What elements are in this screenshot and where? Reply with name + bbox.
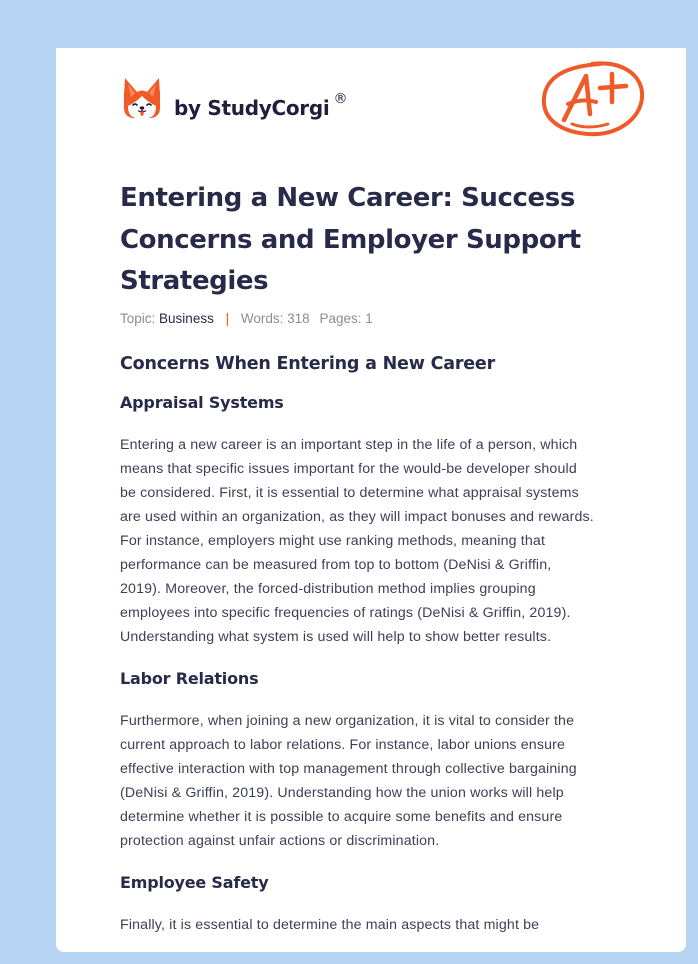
- text-line: employees into specific frequencies of ratings (DeNisi & Griffin, 2019).: [120, 605, 571, 621]
- paragraph-employee-safety: [120, 913, 640, 937]
- a-plus-grade-icon: [538, 58, 648, 140]
- subheading-labor-relations: Labor Relations: [120, 669, 259, 688]
- text-line: For instance, employers might use ranking methods, meaning that: [120, 533, 546, 549]
- text-line: 2019). Moreover, the forced-distribution method implies grouping: [120, 581, 536, 597]
- logo-wordmark: by StudyCorgi ®: [174, 91, 348, 120]
- studycorgi-logo[interactable]: [122, 76, 347, 122]
- text-line: Entering a new career is an important step in the life of a person, which: [120, 437, 578, 453]
- text-line: determine whether it is possible to acquire some benefits and ensure: [120, 809, 563, 825]
- text-line: Finally, it is essential to determine the main aspects that might be: [120, 917, 540, 933]
- subheading-appraisal-systems: Appraisal Systems: [120, 393, 284, 412]
- text-line: Understanding what system is used will help to show better results.: [120, 629, 552, 645]
- corgi-logo-icon: [122, 76, 162, 122]
- pages-count: 1: [365, 311, 373, 326]
- meta-separator: |: [225, 311, 230, 326]
- text-line: are used within an organization, as they will impact bonuses and rewards.: [120, 509, 594, 525]
- paragraph-appraisal-systems: [120, 433, 640, 649]
- text-line: means that specific issues important for the would-be developer should: [120, 461, 577, 477]
- text-line: Furthermore, when joining a new organization, it is vital to consider the: [120, 713, 575, 729]
- text-line: current approach to labor relations. For instance, labor unions ensure: [120, 737, 566, 753]
- text-line: (DeNisi & Griffin, 2019). Understanding how the union works will help: [120, 785, 564, 801]
- words-label: Words:: [240, 311, 284, 326]
- article-meta: [120, 311, 373, 326]
- section-heading: Concerns When Entering a New Career: [120, 354, 496, 374]
- paragraph-labor-relations: [120, 709, 640, 853]
- text-line: effective interaction with top management through collective bargaining: [120, 761, 577, 777]
- text-line: performance can be measured from top to bottom (DeNisi & Griffin,: [120, 557, 552, 573]
- topic-label: Topic:: [120, 311, 156, 326]
- text-line: protection against unfair actions or discrimination.: [120, 833, 440, 849]
- subheading-employee-safety: Employee Safety: [120, 873, 269, 892]
- pages-label: Pages:: [319, 311, 362, 326]
- article-title: Entering a New Career: Success Concerns and Employer Support Strategies: [120, 183, 581, 296]
- text-line: be considered. First, it is essential to determine what appraisal systems: [120, 485, 579, 501]
- essay-card: [56, 48, 686, 952]
- topic-link[interactable]: Business: [159, 311, 214, 326]
- words-count: 318: [287, 311, 310, 326]
- registered-mark: ®: [333, 91, 348, 107]
